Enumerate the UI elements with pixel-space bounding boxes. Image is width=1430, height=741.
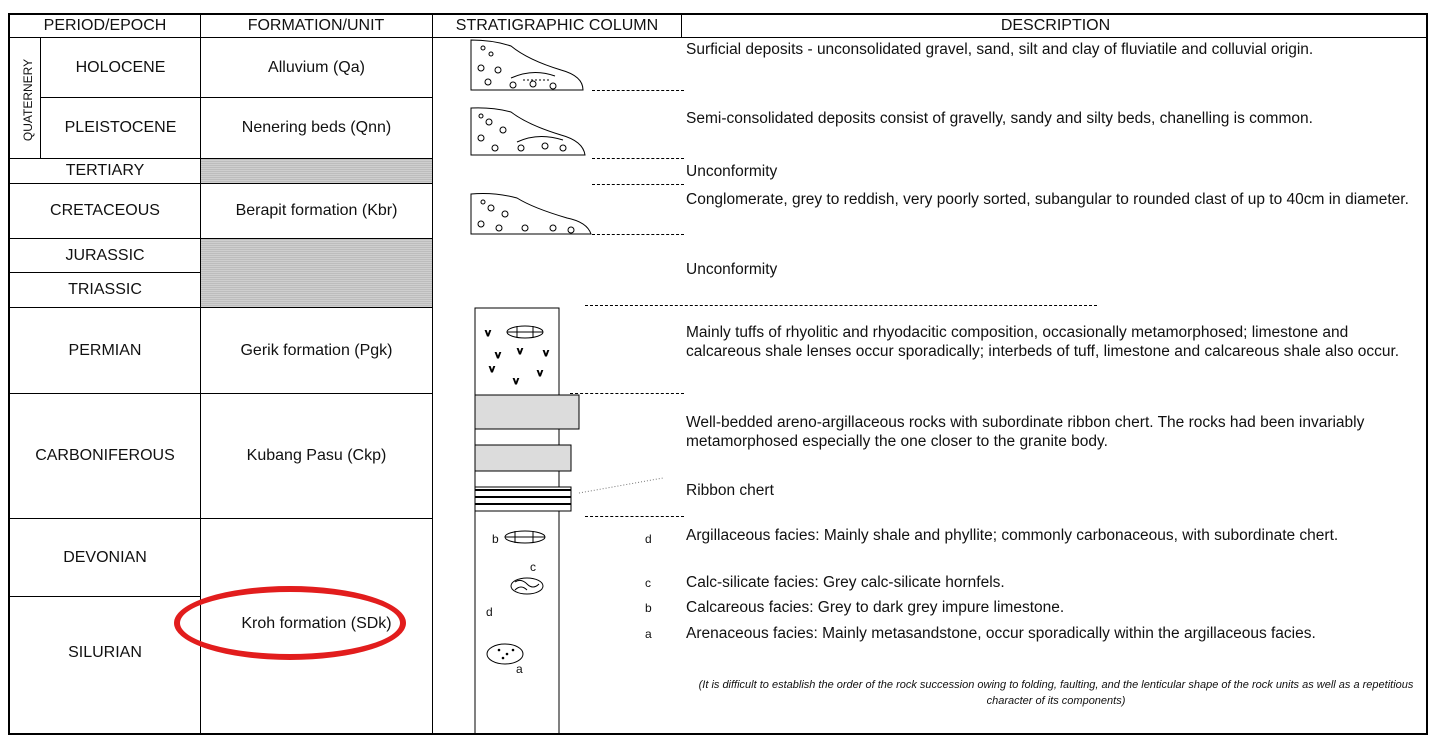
desc-carboniferous: Well-bedded areno-argillaceous rocks with subordinate ribbon chert. The rocks had been invariably metamorphosed especially the one closer to the granite body. [686,414,1365,450]
desc-ribbon-chert: Ribbon chert [686,482,774,499]
period-silurian: SILURIAN [68,644,142,661]
desc-facies-c: Calc-silicate facies: Grey calc-silicate hornfels. [686,574,1005,591]
formation-alluvium: Alluvium (Qa) [268,58,365,76]
column-body [475,308,559,395]
desc-unconformity-2: Unconformity [686,261,778,278]
footnote: (It is difficult to establish the order of the rock succession owing to folding, faulting, and the lenticular shape of the rock units as well as a repetitious character of its components) [698,679,1414,707]
letter-b-column: b [492,532,499,546]
formation-berapit: Berapit formation (Kbr) [235,202,398,219]
desc-facies-d: Argillaceous facies: Mainly shale and phyllite; commonly carbonaceous, with subordinate chert. [686,527,1339,544]
desc-cretaceous: Conglomerate, grey to reddish, very poorly sorted, subangular to rounded clast of up to 40cm in diameter. [686,191,1409,208]
desc-facies-b: Calcareous facies: Grey to dark grey impure limestone. [686,599,1065,616]
dashed-separator [570,393,684,394]
devonian-symbols [487,531,545,664]
period-triassic: TRIASSIC [68,281,142,298]
desc-unconformity-1: Unconformity [686,163,778,180]
formation-gerik: Gerik formation (Pgk) [240,341,393,359]
desc-facies-a: Arenaceous facies: Mainly metasandstone, occur sporadically within the argillaceous facies. [686,625,1316,642]
dashed-separator [585,516,684,517]
alluvium-lens [471,40,583,90]
berapit-lens [471,194,591,235]
desc-holocene: Surficial deposits - unconsolidated gravel, sand, silt and clay of fluviatile and colluvial origin. [686,41,1314,58]
dashed-separator [585,305,1097,306]
facies-letter-b: b [645,601,652,615]
letter-a-column: a [516,662,523,676]
letter-c-column: c [530,560,536,574]
svg-text:v: v [495,350,501,361]
dashed-separator [592,234,684,235]
nenering-lens [471,108,585,155]
formation-nenering: Nenering beds (Qnn) [241,119,392,136]
period-tertiary: TERTIARY [65,162,145,179]
period-permian: PERMIAN [68,341,142,359]
svg-text:v: v [485,328,491,339]
svg-text:v: v [489,364,495,375]
period-jurassic: JURASSIC [65,246,145,264]
facies-letter-c: c [645,576,651,590]
header-column: STRATIGRAPHIC COLUMN [455,17,659,34]
facies-letter-a: a [645,627,652,641]
svg-text:v: v [517,346,523,357]
desc-pleistocene: Semi-consolidated deposits consist of gravelly, sandy and silty beds, chanelling is common. [686,110,1313,127]
column-divider [681,13,682,38]
period-devonian: DEVONIAN [63,548,147,566]
dashed-separator [592,184,684,185]
period-pleistocene: PLEISTOCENE [64,119,177,136]
header-description: DESCRIPTION [1000,17,1111,34]
svg-text:v: v [543,348,549,359]
header-period: PERIOD/EPOCH [43,17,167,34]
period-carboniferous: CARBONIFEROUS [35,447,175,464]
svg-text:v: v [513,376,519,387]
highlight-circle [174,586,406,660]
letter-d-column: d [486,605,493,619]
formation-kroh: Kroh formation (SDk) [241,615,392,632]
formation-kubang: Kubang Pasu (Ckp) [246,447,387,464]
facies-letter-d: d [645,532,652,546]
hiatus-fill [201,239,432,307]
period-cretaceous: CRETACEOUS [50,202,160,219]
dashed-separator [592,90,684,91]
desc-permian: Mainly tuffs of rhyolitic and rhyodacitic composition, occasionally metamorphosed; limestone and calcareous shale lenses occur sporadically; interbeds of tuff, limestone and calcareous shale also occur. [686,324,1400,360]
dashed-separator [592,158,684,159]
quaternary-label: QUATERNERY [21,58,35,142]
period-holocene: HOLOCENE [75,58,166,76]
header-formation: FORMATION/UNIT [247,17,385,34]
svg-text:v: v [537,368,543,379]
hiatus-fill [201,159,432,183]
